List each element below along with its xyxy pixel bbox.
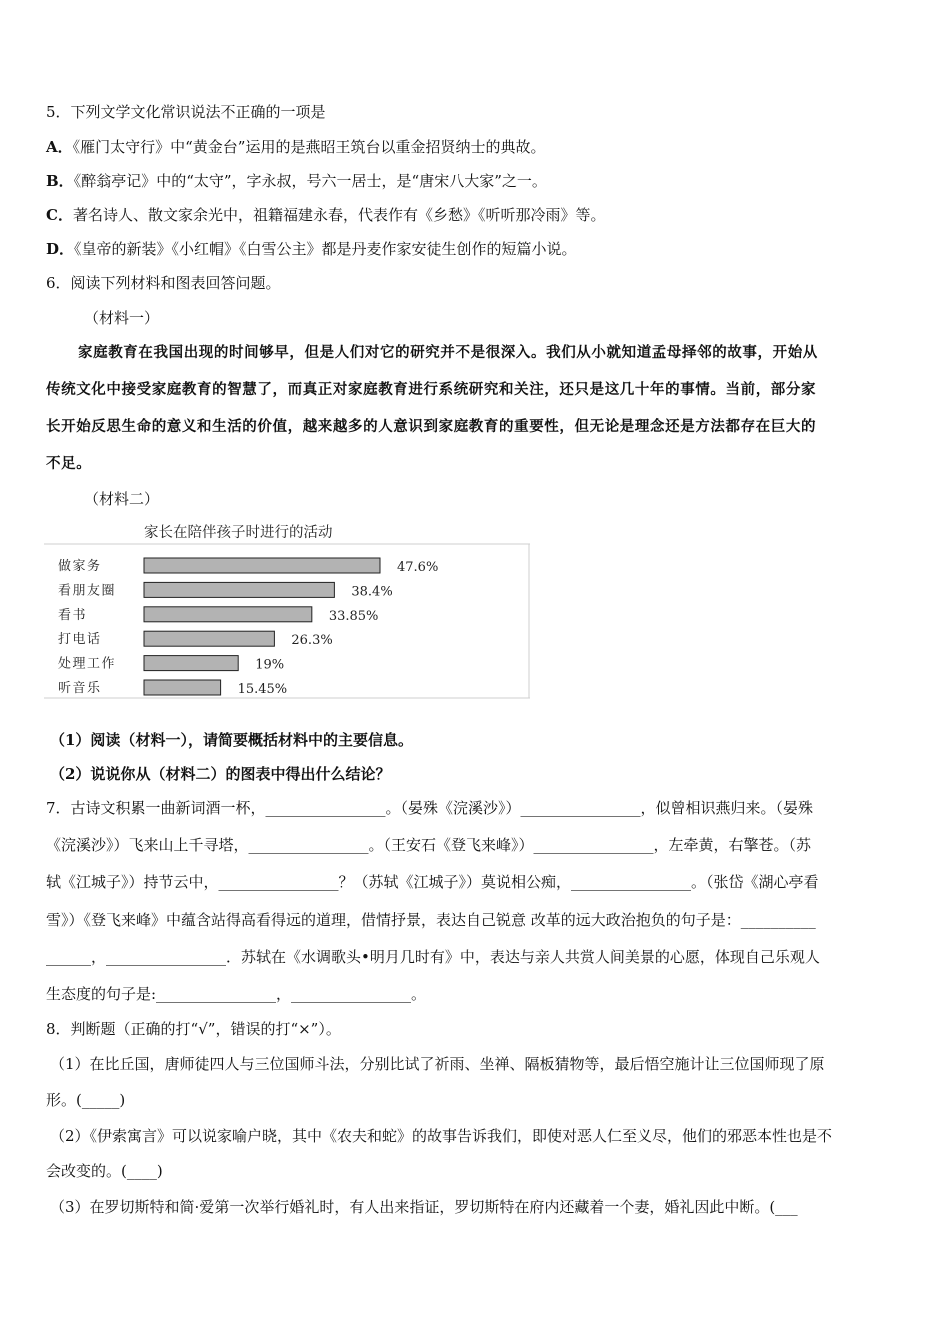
- chart-bar: [144, 631, 274, 646]
- q8-item-line: 形。(_____): [46, 1091, 126, 1109]
- q5-option-c-label: C．: [46, 206, 73, 224]
- q7-line: 生态度的句子是:________________，________________。: [46, 985, 427, 1003]
- q8-item-line: （1）在比丘国，唐师徒四人与三位国师斗法，分别比试了祈雨、坐禅、隔板猜物等，最后悟空施计让三位国师现了原: [50, 1055, 825, 1073]
- q6-sub1: （1）阅读（材料一），请简要概括材料中的主要信息。: [50, 731, 413, 749]
- q5-option-c: [46, 204, 908, 226]
- q6-stem: 6．阅读下列材料和图表回答问题。: [46, 274, 281, 292]
- chart-bars: [58, 558, 438, 697]
- q7-line: ______，________________．苏轼在《水调歌头•明月几时有》中，表达与亲人共赏人间美景的心愿，体现自己乐观人: [46, 948, 820, 966]
- q5-option-b: [46, 170, 908, 192]
- chart-value-label: 15.45%: [237, 682, 288, 697]
- chart-category-label: 听音乐: [58, 681, 102, 696]
- chart-category-label: 打电话: [58, 632, 102, 648]
- q5-option-a-label: A．: [46, 138, 73, 156]
- chart-bar: [144, 558, 380, 573]
- q5-option-d: [46, 238, 908, 260]
- q5-option-c-text: 著名诗人、散文家余光中，祖籍福建永春，代表作有《乡愁》《听听那冷雨》等。: [72, 206, 606, 224]
- chart-category-label: 看朋友圈: [58, 583, 117, 599]
- q8-item-line: 会改变的。(____): [46, 1162, 163, 1180]
- q7-line: 轼《江城子》）持节云中，________________？（苏轼《江城子》）莫说相公痴，________________。（张岱《湖心亭看: [46, 873, 819, 891]
- q5-option-b-label: B．: [46, 172, 74, 190]
- q6-material2-label: （材料二）: [84, 490, 160, 508]
- chart-bar: [144, 680, 221, 695]
- q6-material1-line: 家庭教育在我国出现的时间够早，但是人们对它的研究并不是很深入。我们从小就知道孟母择邻的故事，开始从: [78, 344, 818, 361]
- chart-bar: [144, 607, 312, 622]
- chart-category-label: 处理工作: [58, 656, 117, 672]
- q6-sub2: （2）说说你从（材料二）的图表中得出什么结论？: [50, 765, 391, 783]
- chart-bar: [144, 656, 238, 671]
- q7-line: 7．古诗文积累一曲新词酒一杯，________________。（晏殊《浣溪沙》）________________，似曾相识燕归来。（晏殊: [46, 799, 814, 817]
- q6-material1-line: 传统文化中接受家庭教育的智慧了，而真正对家庭教育进行系统研究和关注，还只是这几十年的事情。当前，部分家: [46, 381, 817, 398]
- activities-bar-chart: [44, 514, 530, 700]
- q8-stem: 8．判断题（正确的打“√”，错误的打“×”）。: [46, 1020, 341, 1038]
- q5-option-a: [46, 136, 908, 158]
- chart-category-label: 做家务: [58, 559, 102, 574]
- q6-material1-line: 不足。: [46, 455, 92, 472]
- q5-option-a-text: 《雁门太守行》中“黄金台”运用的是燕昭王筑台以重金招贤纳士的典故。: [72, 138, 546, 156]
- chart-bar: [144, 582, 334, 597]
- chart-value-label: 26.3%: [291, 633, 333, 649]
- q5-option-d-label: D．: [46, 240, 75, 258]
- chart-value-label: 47.6%: [397, 560, 439, 575]
- q6-material1-line: 长开始反思生命的意义和生活的价值，越来越多的人意识到家庭教育的重要性，但无论是理念还是方法都存在巨大的: [46, 418, 817, 435]
- q7-line: 《浣溪沙》）飞来山上千寻塔，________________。（王安石《登飞来峰》）________________，左牵黄，右擎苍。（苏: [46, 836, 812, 854]
- q5-option-d-text: 《皇帝的新装》《小红帽》《白雪公主》都是丹麦作家安徒生创作的短篇小说。: [74, 240, 577, 258]
- q6-material1-label: （材料一）: [84, 309, 160, 327]
- chart-category-label: 看书: [58, 607, 88, 623]
- chart-title: 家长在陪伴孩子时进行的活动: [144, 525, 333, 541]
- q5-option-b-text: 《醉翁亭记》中的“太守”，字永叔，号六一居士，是“唐宋八大家”之一。: [73, 172, 547, 190]
- chart-value-label: 38.4%: [351, 584, 393, 600]
- q8-item-line: （2）《伊索寓言》可以说家喻户晓，其中《农夫和蛇》的故事告诉我们，即使对恶人仁至义尽，他们的邪恶本性也是不: [50, 1127, 833, 1145]
- q8-item-line: （3）在罗切斯特和简·爱第一次举行婚礼时，有人出来指证，罗切斯特在府内还藏着一个妻，婚礼因此中断。(___: [50, 1198, 798, 1216]
- q5-stem: 5．下列文学文化常识说法不正确的一项是: [46, 103, 326, 121]
- q7-line: 雪》）《登飞来峰》中蕴含站得高看得远的道理，借情抒景，表达自己锐意 改革的远大政治抱负的句子是：__________: [46, 911, 816, 929]
- chart-value-label: 19%: [255, 657, 285, 673]
- chart-value-label: 33.85%: [328, 608, 379, 624]
